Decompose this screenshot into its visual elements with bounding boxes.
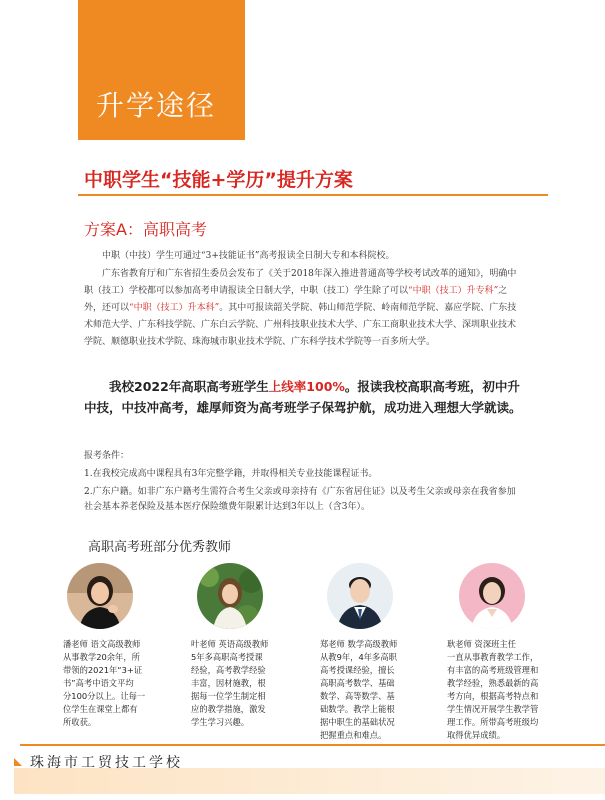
policy-text-3: 。其中可报读韶关学院、韩山师范学院、岭南师范学院、嘉应学院、广东技术师范大学、广东科技学院、广东白云学院、广州科技职业技术大学、广东工商职业技术大学、深圳职业技术学院、顺德职业技术学院、珠海城市职业技术学院、广东科学技术学院等一百多所大学。 — [84, 303, 517, 347]
bio-line: 郑老师 数学高级教师 — [320, 639, 398, 649]
bio-line: 有丰富的高考班级管理和 — [447, 665, 539, 675]
bio-line: 经验，高考教学经验 — [191, 665, 266, 675]
page-section-title: 升学途径 — [96, 89, 217, 122]
bio-line: 位学生在课堂上都有 — [63, 704, 138, 714]
policy-highlight-zhuanke: “中职（技工）升专科” — [408, 286, 499, 296]
heading-underline — [78, 194, 548, 196]
teacher-pan-photo — [67, 563, 133, 629]
bio-line: 5年多高职高考授课 — [191, 652, 263, 662]
bio-line: 分100分以上。让每一 — [63, 691, 146, 701]
teacher-geng-photo — [459, 563, 525, 629]
policy-text-2: 之外，还可以 — [84, 286, 508, 313]
teachers-heading: 高职高考班部分优秀教师 — [88, 540, 232, 555]
bio-line: 从教9年，4年多高职 — [320, 652, 397, 662]
bio-line: 据每一位学生制定相 — [191, 691, 266, 701]
plan-a-intro: 中职（中技）学生可通过“3+技能证书”高考报读全日制大专和本科院校。 — [102, 251, 395, 261]
bio-line: 取得优异成绩。 — [447, 730, 506, 740]
bio-line: 学生学习兴趣。 — [191, 717, 250, 727]
bio-line: 理工作。所带高考班级均 — [447, 717, 539, 727]
bio-line: 书”高考中语文平均 — [63, 678, 134, 688]
bio-line: 础数学。教学上能根 — [320, 704, 395, 714]
bio-line: 带领的2021年“3+证 — [63, 665, 143, 675]
bio-line: 潘老师 语文高级教师 — [63, 639, 141, 649]
teacher-pan-bio — [63, 638, 145, 729]
bio-line: 学生情况开展学生教学管 — [447, 704, 539, 714]
policy-text-1: 广东省教育厅和广东省招生委员会发布了《关于2018年深入推进普通高等学校考试改革的通知》，明确中职（技工）学校都可以参加高考申请报读全日制大学，中职（技工）学生除了可以 — [84, 269, 517, 296]
teacher-zheng-photo — [327, 563, 393, 629]
main-heading: 中职学生“技能+学历”提升方案 — [84, 169, 353, 191]
plan-a-policy-paragraph — [84, 266, 524, 351]
bio-line: 考方向，根据高考特点和 — [447, 691, 539, 701]
requirement-item-2: 2.广东户籍。如非广东户籍考生需符合考生父亲或母亲持有《广东省居住证》以及考生父亲或母亲在我省参加社会基本养老保险及基本医疗保险缴费年限累计达到3年以上（含3年）。 — [84, 487, 516, 512]
teacher-geng-bio — [447, 638, 538, 742]
footer-school-name: 珠海市工贸技工学校 — [30, 755, 183, 771]
teacher-ye-bio — [191, 638, 268, 729]
bio-line: 应的教学措施，激发 — [191, 704, 266, 714]
footer-corner-mark — [14, 758, 22, 766]
bio-line: 叶老师 英语高级教师 — [191, 639, 269, 649]
requirements-title: 报考条件： — [84, 451, 130, 461]
policy-highlight-benke: “中职（技工）升本科” — [129, 303, 220, 313]
teacher-ye-photo — [197, 563, 263, 629]
highlight-text-1: 我校2022年高职高考班学生 — [109, 379, 269, 394]
requirement-item-1: 1.在我校完成高中课程具有3年完整学籍，并取得相关专业技能课程证书。 — [84, 469, 378, 479]
bio-line: 丰富，因材施教，根 — [191, 678, 266, 688]
footer-divider — [20, 744, 605, 746]
bio-line: 耿老师 资深班主任 — [447, 639, 517, 649]
bio-line: 从事教学20余年，所 — [63, 652, 140, 662]
bio-line: 一直从事教育教学工作， — [447, 652, 539, 662]
bio-line: 据中职生的基础状况 — [320, 717, 395, 727]
bio-line: 数学、高等数学、基 — [320, 691, 395, 701]
highlight-text-2: 。报读我校高职高考班，初中升中技，中技冲高考，雄厚师资为高考班学子保驾护航，成功进入理想大学就读。 — [84, 379, 522, 415]
bio-line: 把握重点和难点。 — [320, 730, 387, 740]
pass-rate-highlight — [84, 376, 526, 418]
bio-line: 高考授课经验，擅长 — [320, 665, 395, 675]
teacher-zheng-bio — [320, 638, 397, 742]
bio-line: 高职高考数学、基础 — [320, 678, 395, 688]
bio-line: 教学经验，熟悉最新的高 — [447, 678, 539, 688]
pass-rate-value: 上线率100% — [268, 379, 345, 394]
bio-line: 所收获。 — [63, 717, 97, 727]
plan-a-title: 方案A：高职高考 — [84, 220, 207, 239]
